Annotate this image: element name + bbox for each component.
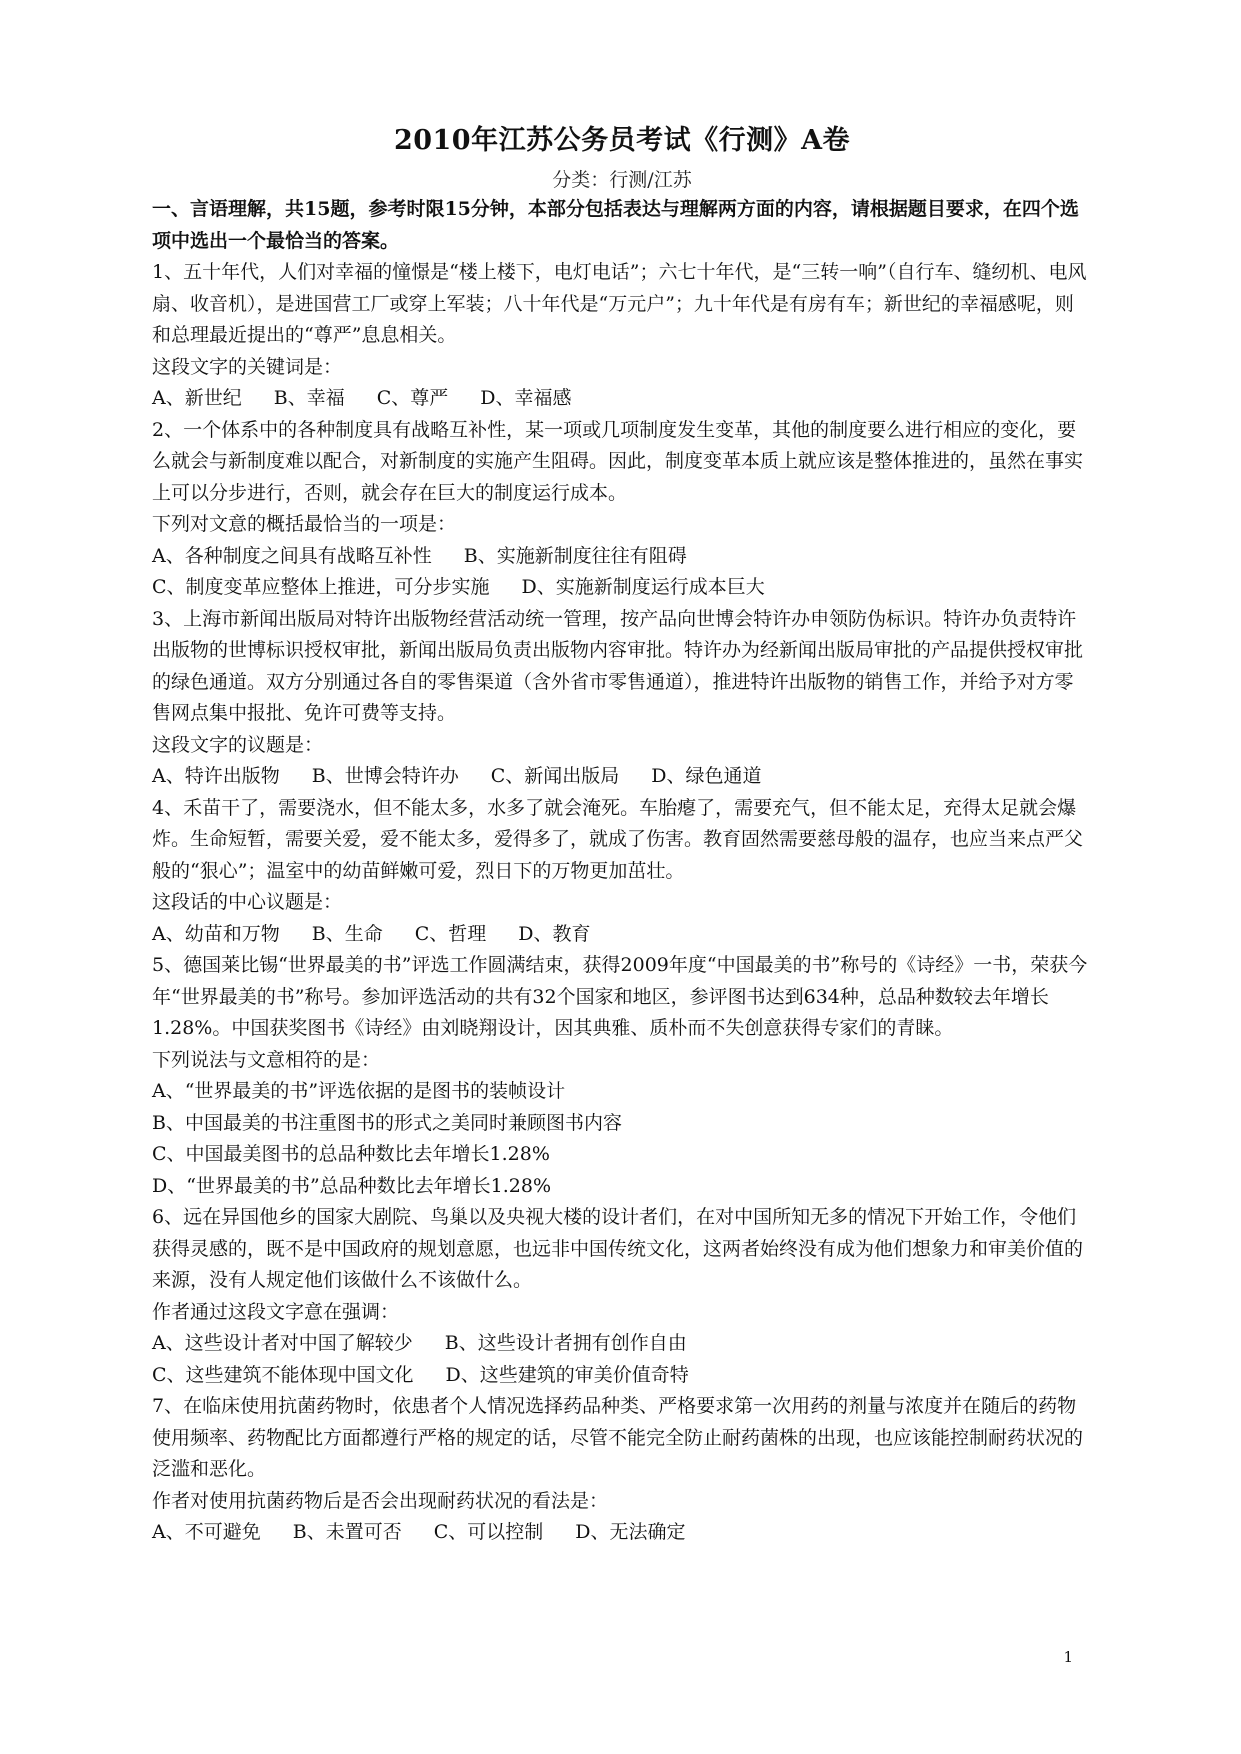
question-text: 6、远在异国他乡的国家大剧院、鸟巢以及央视大楼的设计者们，在对中国所知无多的情况下开始工作，令他们获得灵感的，既不是中国政府的规划意愿，也远非中国传统文化，这两者始终没有成为他们想象力和审美价值的来源，没有人规定他们该做什么不该做什么。 [152, 1206, 1084, 1291]
page-content [152, 118, 1092, 1549]
option-row [152, 1360, 1092, 1392]
answer-option: D、教育 [518, 922, 591, 945]
section-heading: 一、言语理解，共15题，参考时限15分钟，本部分包括表达与理解两方面的内容，请根据题目要求，在四个选项中选出一个最恰当的答案。 [152, 198, 1079, 252]
question-text: 2、一个体系中的各种制度具有战略互补性，某一项或几项制度发生变革，其他的制度要么进行相应的变化，要么就会与新制度难以配合，对新制度的实施产生阻碍。因此，制度变革本质上就应该是整体推进的，虽然在事实上可以分步进行，否则，就会存在巨大的制度运行成本。 [152, 418, 1084, 504]
option-row [152, 1328, 1092, 1360]
answer-option: D、实施新制度运行成本巨大 [521, 576, 765, 598]
answer-option: B、未置可否 [292, 1521, 402, 1543]
answer-option: B、实施新制度往往有阻碍 [463, 544, 687, 567]
answer-option: A、不可避免 [152, 1521, 261, 1543]
answer-option: C、中国最美图书的总品种数比去年增长1.28% [152, 1143, 550, 1165]
answer-option: C、这些建筑不能体现中国文化 [152, 1363, 414, 1386]
page-number: 1 [1063, 1648, 1073, 1666]
question-block [152, 415, 1092, 604]
answer-option: A、“世界最美的书”评选依据的是图书的装帧设计 [152, 1080, 566, 1102]
option-row [152, 761, 1092, 793]
category-line: 分类：行测/江苏 [552, 169, 692, 191]
answer-option: A、这些设计者对中国了解较少 [152, 1332, 413, 1354]
answer-option: B、世博会特许办 [311, 765, 459, 787]
option-row [152, 1139, 1092, 1171]
answer-option: C、尊严 [376, 387, 449, 409]
answer-option: B、生命 [311, 922, 383, 945]
option-row [152, 383, 1092, 415]
question-text: 7、在临床使用抗菌药物时，依患者个人情况选择药品种类、严格要求第一次用药的剂量与浓度并在随后的药物使用频率、药物配比方面都遵行严格的规定的话，尽管不能完全防止耐药菌株的出现，也应该能控制耐药状况的泛滥和恶化。 [152, 1395, 1084, 1480]
question-prompt: 作者通过这段文字意在强调： [152, 1300, 400, 1323]
option-row [152, 1076, 1092, 1108]
question-text: 4、禾苗干了，需要浇水，但不能太多，水多了就会淹死。车胎瘪了，需要充气，但不能太足，充得太足就会爆炸。生命短暂，需要关爱，爱不能太多，爱得多了，就成了伤害。教育固然需要慈母般的温存，也应当来点严父般的“狠心”；温室中的幼苗鲜嫩可爱，烈日下的万物更加茁壮。 [152, 796, 1084, 882]
answer-option: A、各种制度之间具有战略互补性 [152, 544, 432, 567]
document-title: 2010年江苏公务员考试《行测》A卷 [393, 125, 851, 156]
question-text: 5、德国莱比锡“世界最美的书”评选工作圆满结束，获得2009年度“中国最美的书”称号的《诗经》一书，荣获今年“世界最美的书”称号。参加评选活动的共有32个国家和地区，参评图书达到634种，总品种数较去年增长1.28%。中国获奖图书《诗经》由刘晓翔设计，因其典雅、质朴而不失创意获得专家们的青睐。 [152, 954, 1088, 1039]
question-block [152, 1391, 1092, 1549]
question-prompt: 下列对文意的概括最恰当的一项是： [152, 513, 457, 535]
answer-option: C、哲理 [414, 922, 487, 945]
question-text: 1、五十年代，人们对幸福的憧憬是“楼上楼下，电灯电话”；六七十年代，是“三转一响”（自行车、缝纫机、电风扇、收音机），是进国营工厂或穿上军装；八十年代是“万元户”；九十年代是有房有车；新世纪的幸福感呢，则和总理最近提出的“尊严”息息相关。 [152, 261, 1087, 346]
option-row [152, 541, 1092, 573]
question-prompt: 这段话的中心议题是： [152, 891, 343, 913]
option-row [152, 1108, 1092, 1140]
answer-option: D、幸福感 [480, 387, 572, 409]
question-prompt: 这段文字的议题是： [152, 733, 324, 756]
option-row [152, 572, 1092, 604]
answer-option: A、新世纪 [152, 387, 242, 409]
answer-option: B、这些设计者拥有创作自由 [444, 1332, 687, 1354]
question-list [152, 257, 1092, 1549]
answer-option: A、幼苗和万物 [152, 922, 280, 945]
question-prompt: 作者对使用抗菌药物后是否会出现耐药状况的看法是： [152, 1489, 609, 1512]
answer-option: D、这些建筑的审美价值奇特 [445, 1363, 689, 1386]
answer-option: C、新闻出版局 [490, 765, 620, 787]
question-prompt: 下列说法与文意相符的是： [152, 1048, 381, 1071]
answer-option: C、可以控制 [433, 1521, 544, 1543]
answer-option: B、中国最美的书注重图书的形式之美同时兼顾图书内容 [152, 1111, 622, 1134]
answer-option: D、绿色通道 [651, 765, 762, 787]
question-prompt: 这段文字的关键词是： [152, 355, 343, 378]
answer-option: D、无法确定 [575, 1521, 686, 1543]
question-block [152, 604, 1092, 793]
question-block [152, 793, 1092, 951]
question-block [152, 257, 1092, 415]
answer-option: D、“世界最美的书”总品种数比去年增长1.28% [152, 1174, 552, 1197]
question-block [152, 1202, 1092, 1391]
option-row [152, 1171, 1092, 1203]
answer-option: A、特许出版物 [152, 765, 280, 787]
answer-option: C、制度变革应整体上推进，可分步实施 [152, 576, 490, 598]
question-block [152, 950, 1092, 1202]
option-row [152, 919, 1092, 951]
question-text: 3、上海市新闻出版局对特许出版物经营活动统一管理，按产品向世博会特许办申领防伪标识。特许办负责特许出版物的世博标识授权审批，新闻出版局负责出版物内容审批。特许办为经新闻出版局审批的产品提供授权审批的绿色通道。双方分别通过各自的零售渠道（含外省市零售通道），推进特许出版物的销售工作，并给予对方零售网点集中报批、免许可费等支持。 [152, 607, 1084, 724]
answer-option: B、幸福 [273, 387, 345, 409]
option-row [152, 1517, 1092, 1549]
